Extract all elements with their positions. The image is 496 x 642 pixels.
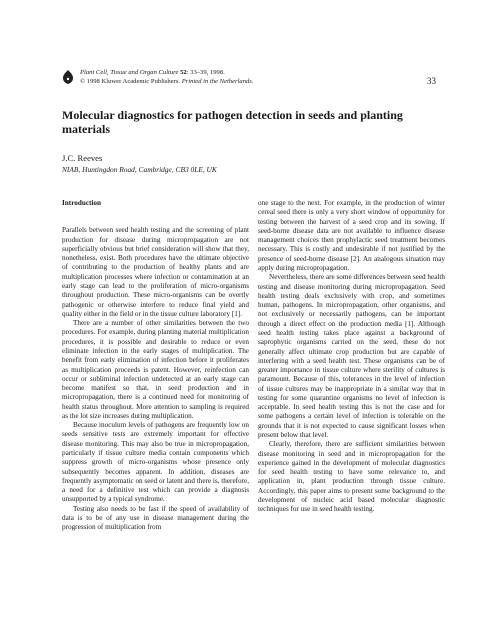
journal-citation-line2 (80, 77, 254, 86)
body-paragraph: Clearly, therefore, there are sufficient similarities between disease monitoring in seed and in micropropagation for the experience gained in the development of molecular diagnostics for seed health testing to have some relevance to, and application in, plant production through tissue culture. Accordingly, this paper aims to present some background to the development of nucleic acid based molecular diagnostic techniques for use in seed health testing. (258, 440, 445, 514)
body-paragraph: There are a number of other similarities between the two procedures. For example, during planting material multiplication procedures, it is possible and desirable to reduce or even eliminate infection in the early stages of multiplication. The benefit from early elimination of infection before it proliferates as multiplication proceeds is patent. However, reinfection can occur or subliminal infection undetected at an early stage can become manifest so that, in seed production and in micropropagation, there is a continued need for monitoring of health status throughout. More attention to sampling is required as the lot size increases during multiplication. (62, 319, 249, 420)
article-title: Molecular diagnostics for pathogen detection in seeds and planting materials (62, 108, 403, 136)
journal-citation (80, 68, 254, 86)
page-number: 33 (427, 76, 436, 86)
right-column (258, 199, 445, 515)
journal-volume: 52 (180, 69, 187, 76)
journal-pages: : 33–39, 1998. (186, 69, 225, 76)
body-paragraph: Because inoculum levels of pathogens are frequently low on seeds sensitive tests are extremely important for effective disease monitoring. This may also be true in micropropagation, particularly if tissue culture media contain components which suppress growth of micro-organisms whose presence only subsequently becomes apparent. In addition, diseases are frequently asymptomatic on seed or latent and there is, therefore, a need for a definitive test which can provide a diagnosis unsupported by a typical syndrome. (62, 421, 250, 504)
journal-citation-line1 (80, 68, 254, 77)
author-affiliation: NIAB, Huntingdon Road, Cambridge, CB3 0LE, UK (62, 165, 217, 174)
printed-notice: Printed in the Netherlands. (181, 78, 254, 85)
section-heading-introduction: Introduction (62, 199, 102, 207)
publisher-logo-icon (62, 70, 74, 84)
body-paragraph: Testing also needs to be fast if the speed of availability of data is to be of any use in disease management during the progression of multiplication from (62, 504, 249, 532)
body-paragraph: one stage to the next. For example, in the production of winter cereal seed there is only a very short window of opportunity for testing between the harvest of a seed crop and its sowing. If seed-borne disease data are not available to influence disease management choices then prophylactic seed treatment becomes necessary. This is costly and undesirable if not justified by the presence of seed-borne disease [2]. An analogous situation may apply during micropropagation. (258, 199, 445, 272)
author-name: J.C. Reeves (62, 153, 103, 163)
journal-header (62, 66, 452, 96)
body-paragraph: Parallels between seed health testing and the screening of plant production for disease during micropropagation are not superficially obvious but brief consideration will show that they, nonetheless, exist. Both procedures have the ultimate objective of contributing to the production of healthy plants and are multiplication processes where infection or contamination at an early stage can lead to the proliferation of micro-organisms throughout production. These micro-organisms can be overtly pathogenic or otherwise interfere to reduce final yield and quality either in the field or in the tissue culture laboratory [1]. (62, 226, 249, 318)
journal-name: Plant Cell, Tissue and Organ Culture (80, 69, 179, 76)
left-column (62, 199, 249, 533)
copyright-notice: © 1998 Kluwer Academic Publishers. (80, 78, 181, 85)
body-paragraph: Nevertheless, there are some differences between seed health testing and disease monitoring during micropropagation. Seed health testing deals exclusively with crop, and sometimes human, pathogens. In micropropagation, other organisms, and not exclusively or necessarily pathogens, can be important through a direct effect on the production media [1]. Although seed health testing takes place against a background of saprophytic organisms carried on the seed, these do not generally affect ultimate crop production but are capable of interfering with a seed health test. These organisms can be of greater importance in tissue culture where sterility of cultures is paramount. Because of this, tolerances in the level of infection of tissue cultures may be inappropriate in a similar way that in testing for some quarantine organisms no level of infection is acceptable. In seed health testing this is not the case and for some pathogens a certain level of infection is tolerable on the grounds that it is not expected to cause significant losses when present below that level. (258, 273, 445, 440)
